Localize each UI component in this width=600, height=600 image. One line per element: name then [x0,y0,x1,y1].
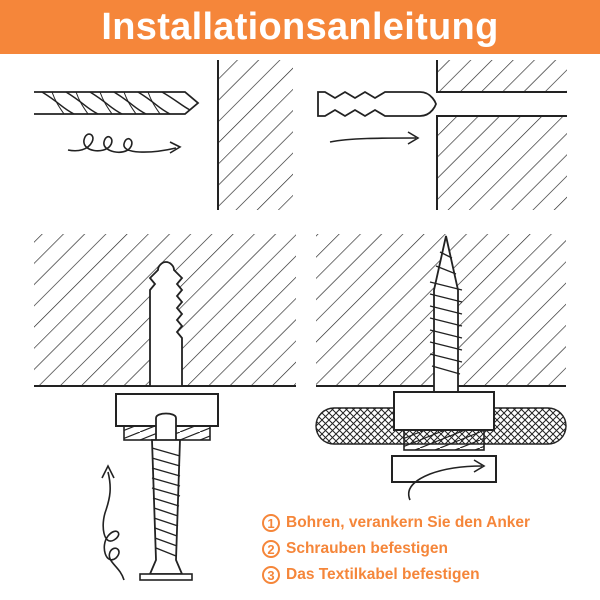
wall-icon [218,60,293,210]
panel-screw-in [34,234,296,580]
panel-anchor-insert [318,60,567,210]
drill-bit-icon [34,92,198,114]
panel-drill [34,60,293,210]
step-number-2: 2 [262,540,280,558]
step-text-1: Bohren, verankern Sie den Anker [286,514,531,531]
instruction-steps [262,510,598,588]
insert-arrow-icon [330,132,418,144]
rotation-arrow-icon [102,466,124,580]
panel-cable-attach [316,234,566,500]
mount-block-icon [394,392,494,450]
page-title: Installationsanleitung [101,5,499,48]
step-text-2: Schrauben befestigen [286,540,448,557]
drilled-hole-icon [437,60,567,210]
step-3 [262,562,598,588]
anchor-icon [150,262,182,386]
title-banner [0,0,600,54]
step-number-3: 3 [262,566,280,584]
step-2 [262,536,598,562]
wall-anchor-icon [318,92,436,116]
step-1 [262,510,598,536]
step-text-3: Das Textilkabel befestigen [286,566,480,583]
step-number-1: 1 [262,514,280,532]
rotation-arrow-icon [68,134,180,153]
